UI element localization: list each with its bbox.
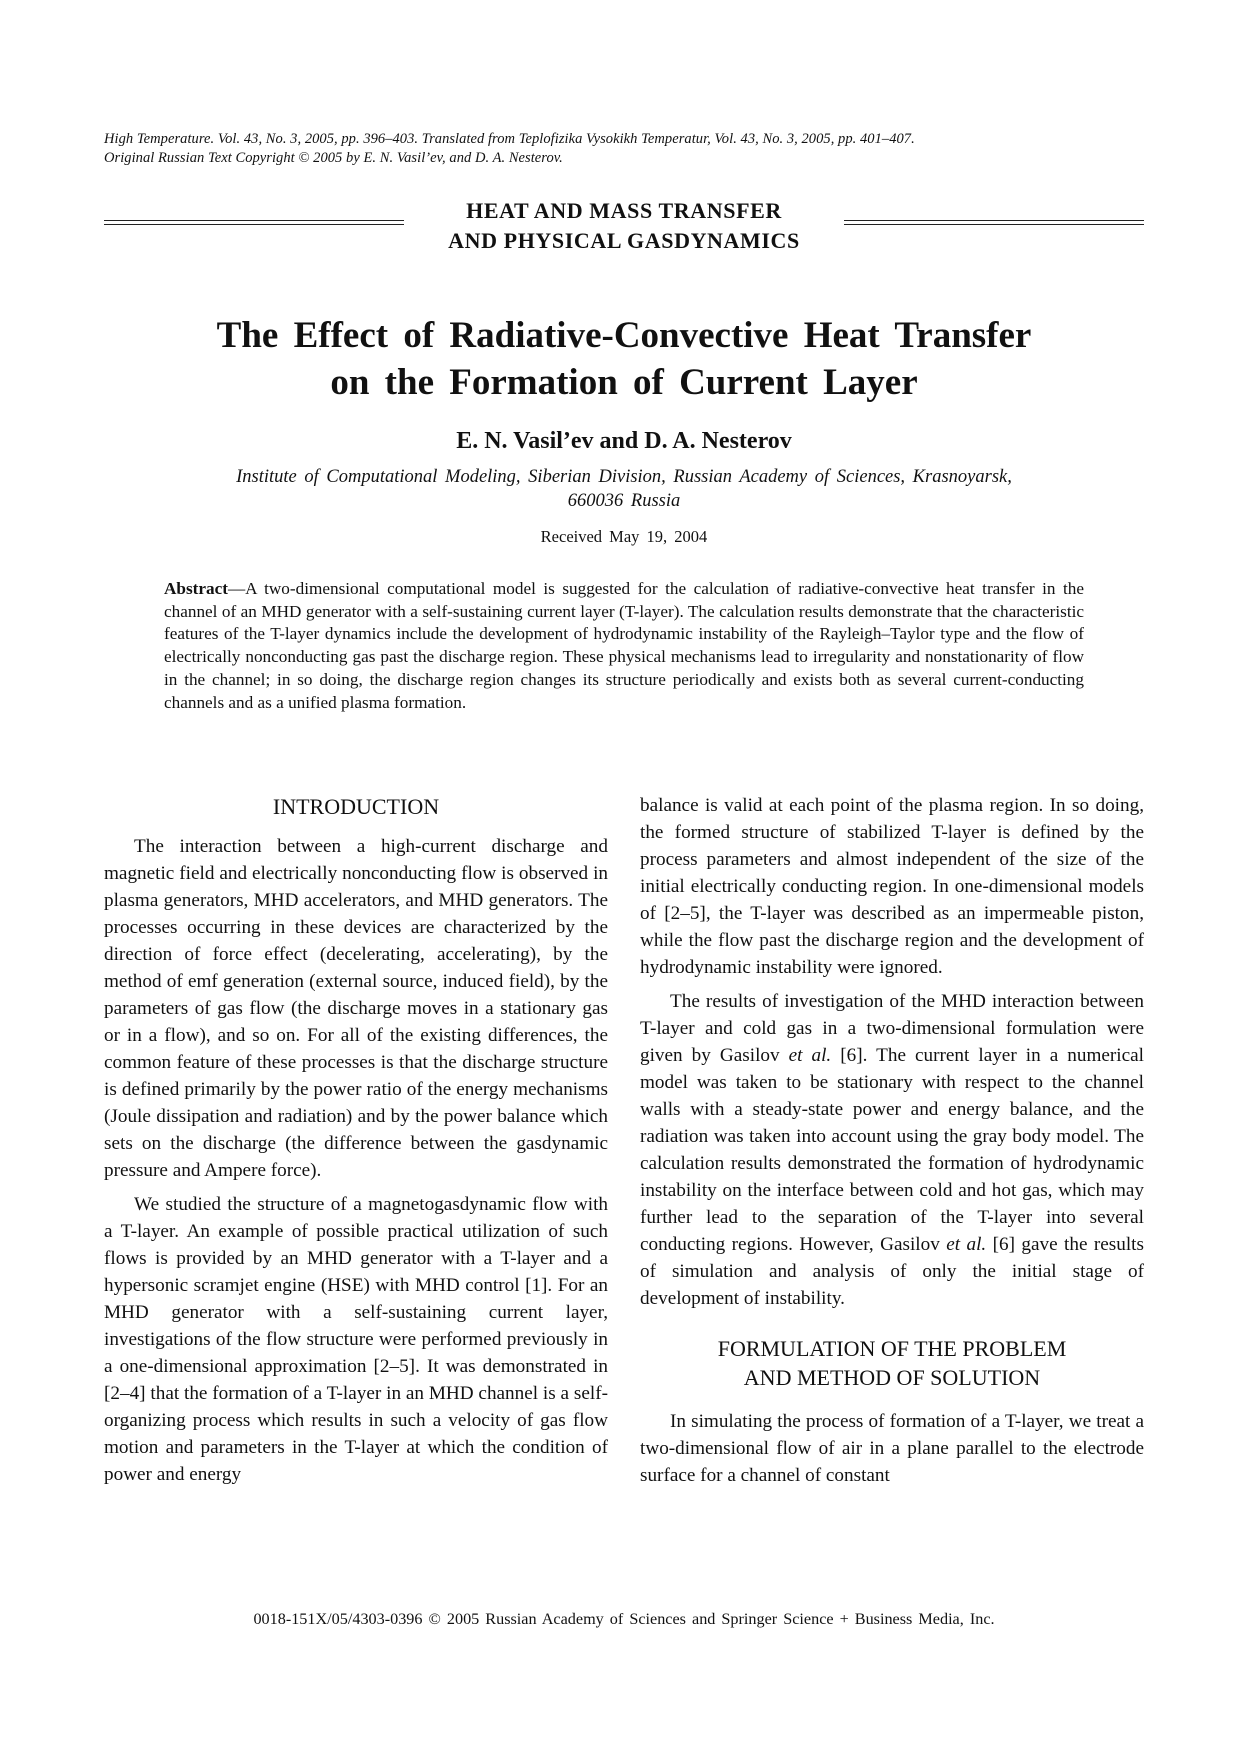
journal-header-line1: High Temperature. Vol. 43, No. 3, 2005, pp. 396–403. Translated from Teplofizika Vysokikh Temperatur, Vol. 43, No. 3, 2005, pp. 401–407.	[104, 131, 915, 147]
section-banner	[104, 196, 1144, 260]
section-title	[404, 196, 844, 256]
journal-header	[104, 130, 1144, 168]
formulation-heading	[640, 1334, 1144, 1392]
banner-rule-left	[104, 220, 404, 225]
formulation-paragraph-1: In simulating the process of formation of a T-layer, we treat a two-dimensional flow of air in a plane parallel to the electrode surface for a channel of constant	[640, 1411, 1144, 1486]
p4-etal-1: et al.	[788, 1045, 832, 1066]
intro-paragraph-4	[640, 988, 1144, 1312]
intro-paragraph-3: balance is valid at each point of the plasma region. In so doing, the formed structure of stabilized T-layer is defined by the process parameters and almost independent of the size of the initial electrically conducting region. In one-dimensional models of [2–5], the T-layer was described as an impermeable piston, while the flow past the discharge region and the development of hydrodynamic instability were ignored.	[640, 795, 1144, 978]
affiliation	[140, 465, 1108, 513]
intro-paragraph-2: We studied the structure of a magnetogasdynamic flow with a T-layer. An example of possible practical utilization of such flows is provided by an MHD generator with a T-layer and a hypersonic scramjet engine (HSE) with MHD control [1]. For an MHD generator with a self-sustaining current layer, investigations of the flow structure were performed previously in a one-dimensional approximation [2–5]. It was demonstrated in [2–4] that the formation of a T-layer in an MHD channel is a self-organizing process which results in such a velocity of gas flow motion and parameters in the T-layer at which the condition of power and energy	[104, 1194, 608, 1485]
p4-text-after: [6] gave the results of simulation and analysis of only the initial stage of development of instability.	[640, 1234, 1144, 1309]
p4-text-before: The results of investigation of the MHD interaction between T-layer and cold gas in a two-dimensional formulation were given by Gasilov	[640, 991, 1144, 1066]
column-right	[640, 792, 1144, 1496]
p4-etal-2: et al.	[946, 1234, 987, 1255]
paper-title-line2: on the Formation of Current Layer	[330, 362, 918, 403]
formulation-heading-line1: FORMULATION OF THE PROBLEM	[717, 1336, 1067, 1361]
abstract-label: Abstract	[164, 579, 228, 598]
section-title-line1: HEAT AND MASS TRANSFER	[466, 198, 782, 223]
paper-title-line1: The Effect of Radiative-Convective Heat Transfer	[216, 315, 1032, 356]
paper-title	[104, 312, 1144, 406]
formulation-heading-line2: AND METHOD OF SOLUTION	[743, 1365, 1041, 1390]
column-left	[104, 792, 608, 1495]
affiliation-line2: 660036 Russia	[567, 491, 681, 511]
affiliation-line1: Institute of Computational Modeling, Siberian Division, Russian Academy of Sciences, Krasnoyarsk,	[236, 467, 1012, 487]
received-date: Received May 19, 2004	[540, 527, 708, 546]
banner-rule-right	[844, 220, 1144, 225]
intro-paragraph-1: The interaction between a high-current discharge and magnetic field and electrically nonconducting flow is observed in plasma generators, MHD accelerators, and MHD generators. The processes occurring in these devices are characterized by the direction of force effect (decelerating, accelerating), by the method of emf generation (external source, induced field), by the parameters of gas flow (the discharge moves in a stationary gas or in a flow), and so on. For all of the existing differences, the common feature of these processes is that the discharge structure is defined primarily by the power ratio of the energy mechanisms (Joule dissipation and radiation) and by the power balance which sets on the discharge (the difference between the gasdynamic pressure and Ampere force).	[104, 836, 608, 1181]
introduction-heading: INTRODUCTION	[272, 794, 440, 819]
abstract-text: —A two-dimensional computational model is suggested for the calculation of radiative-convective heat transfer in the channel of an MHD generator with a self-sustaining current layer (T-layer). The calculation results demonstrate that the characteristic features of the T-layer dynamics include the development of hydrodynamic instability of the Rayleigh–Taylor type and the flow of electrically nonconducting gas past the discharge region. These physical mechanisms lead to irregularity and nonstationarity of flow in the channel; in so doing, the discharge region changes its structure periodically and exists both as several current-conducting channels and as a unified plasma formation.	[164, 579, 1084, 712]
copyright-footer: 0018-151X/05/4303-0396 © 2005 Russian Academy of Sciences and Springer Science + Business Media, Inc.	[253, 1610, 995, 1628]
section-title-line2: AND PHYSICAL GASDYNAMICS	[448, 228, 800, 253]
abstract	[164, 578, 1084, 714]
p4-text-mid: [6]. The current layer in a numerical model was taken to be stationary with respect to the channel walls with a steady-state power and energy balance, and the radiation was taken into account using the gray body model. The calculation results demonstrated the formation of hydrodynamic instability on the interface between cold and hot gas, which may further lead to the separation of the T-layer into several conducting regions. However, Gasilov	[640, 1045, 1144, 1255]
journal-header-line2: Original Russian Text Copyright © 2005 by E. N. Vasil’ev, and D. A. Nesterov.	[104, 150, 563, 166]
authors: E. N. Vasil’ev and D. A. Nesterov	[456, 428, 792, 454]
